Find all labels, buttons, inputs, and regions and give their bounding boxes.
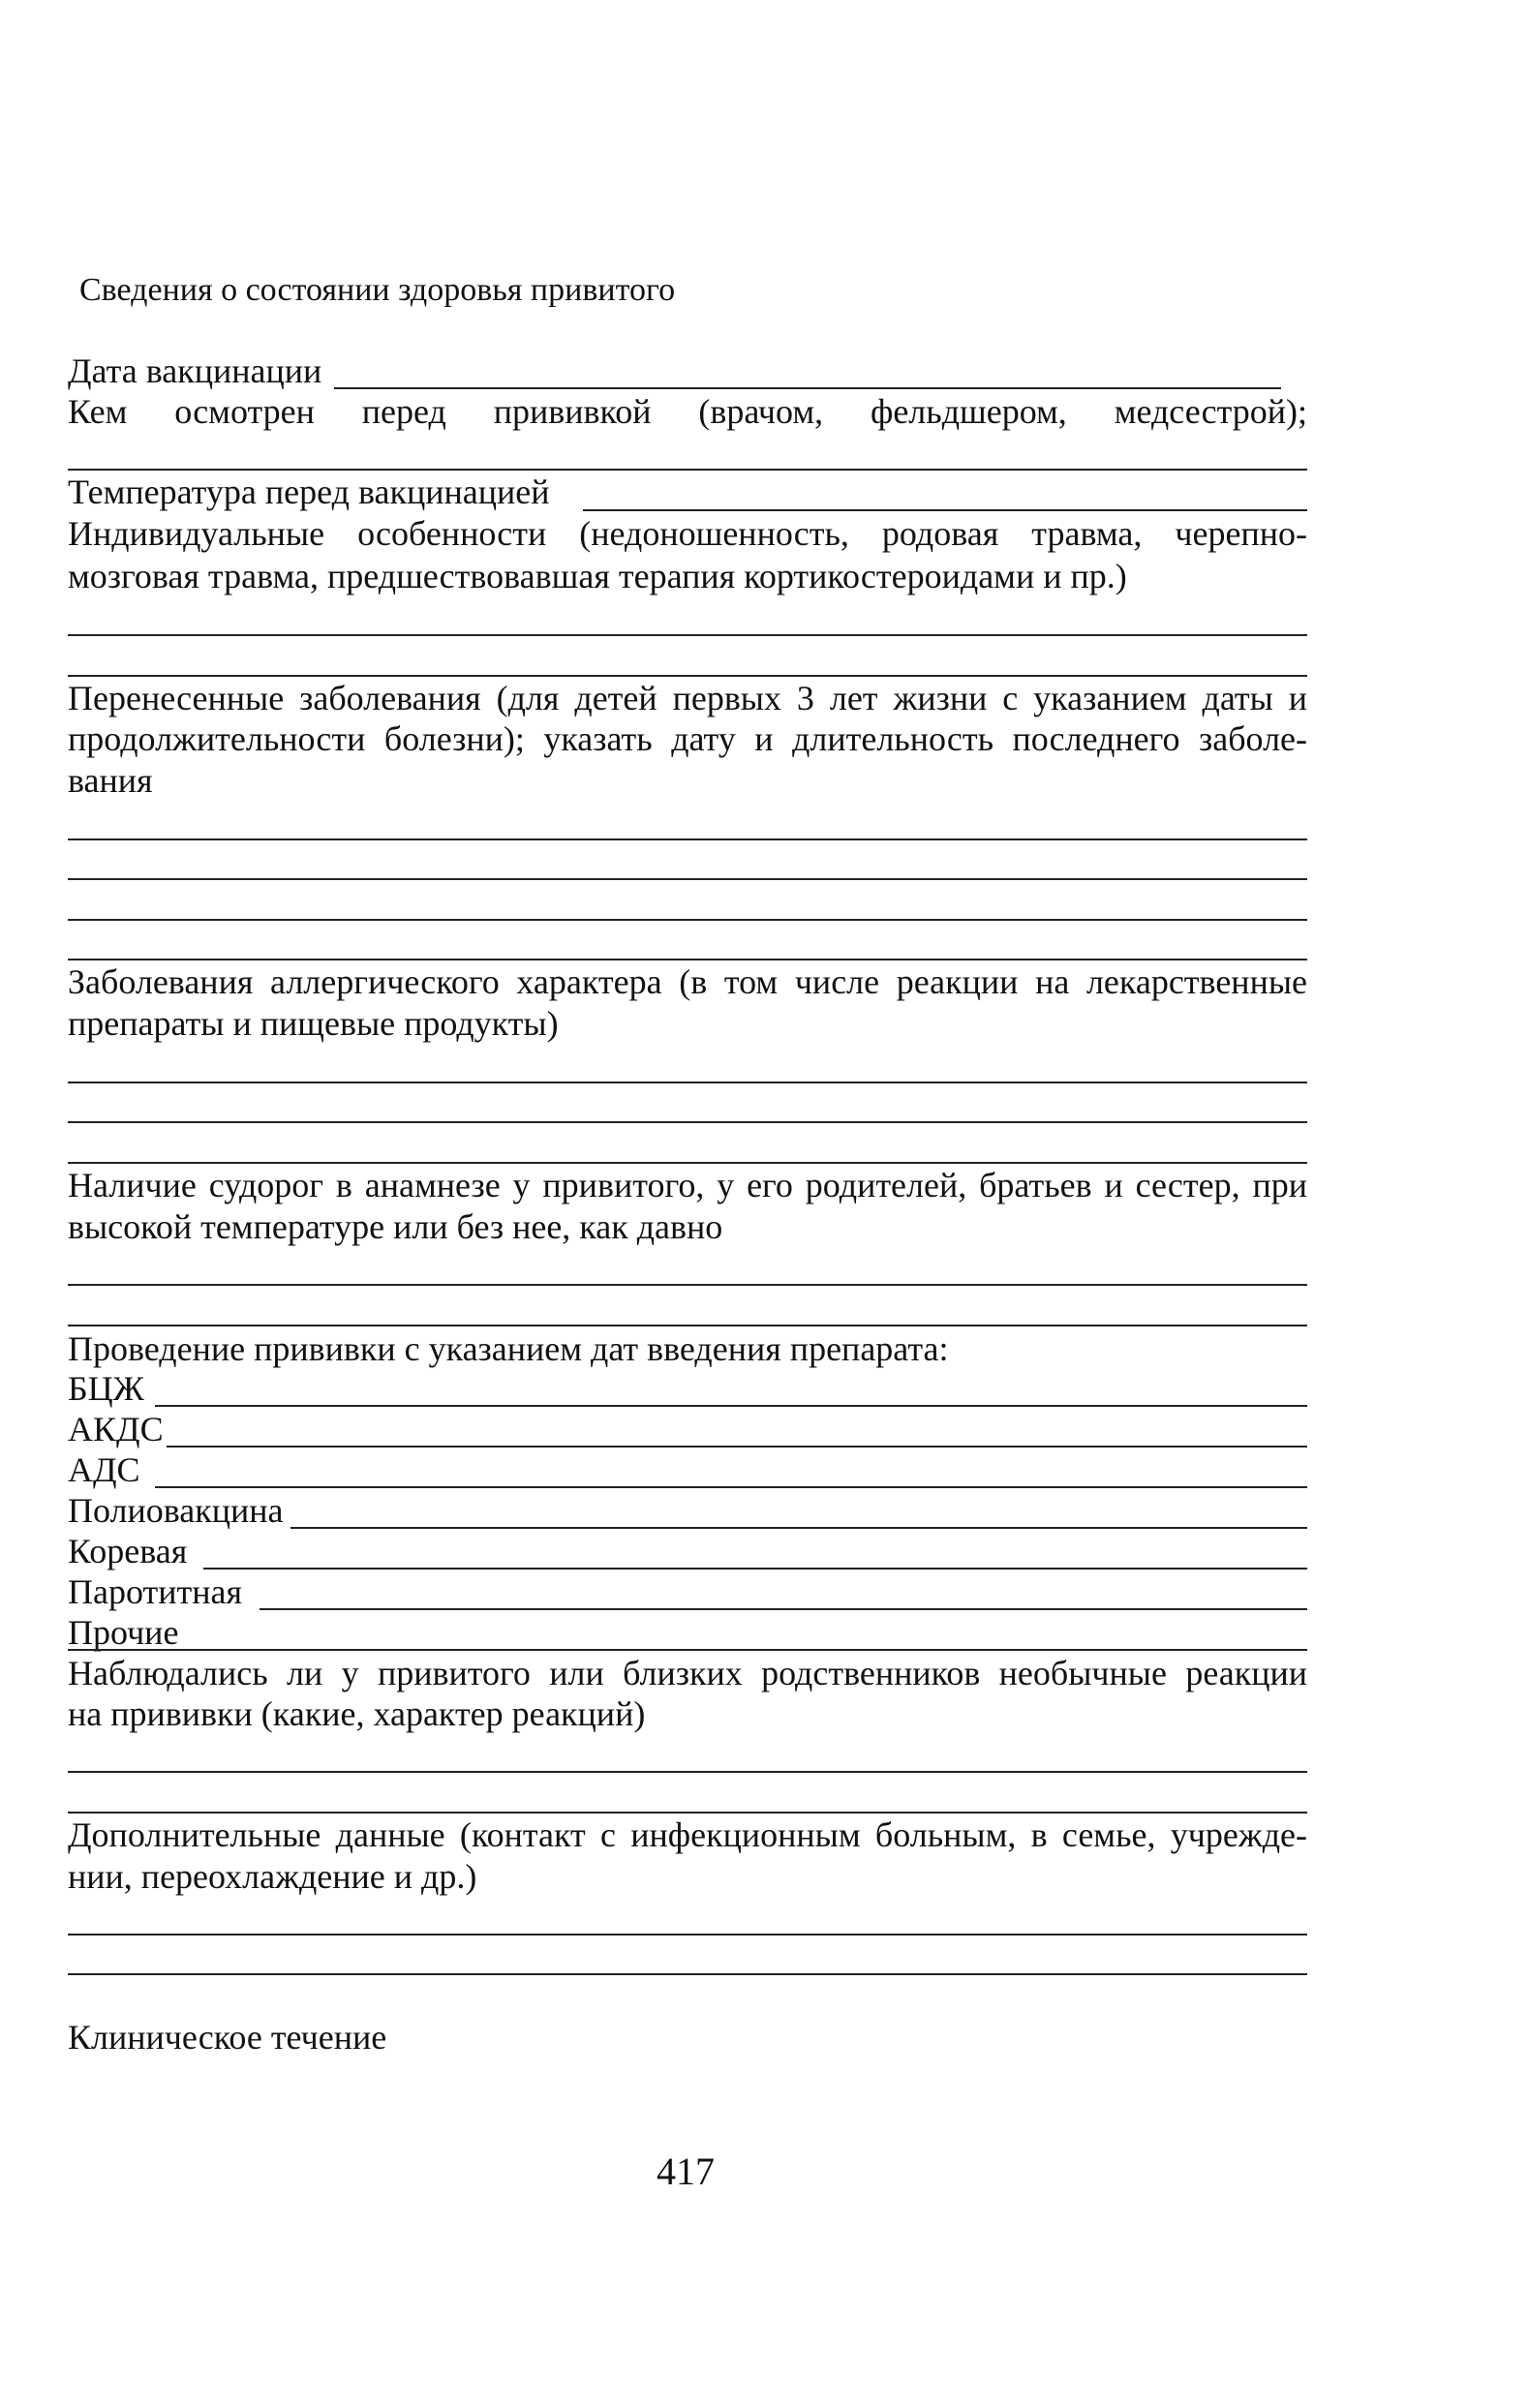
additional-data-line2: нии, переохлаждение и др.) xyxy=(68,1857,477,1896)
vaccinations-heading: Проведение прививки с указанием дат введения препарата: xyxy=(68,1329,949,1368)
vaccine-mumps-line[interactable] xyxy=(260,1608,1307,1610)
past-diseases-line3: вания xyxy=(68,761,153,800)
vaccine-akds-label: АКДС xyxy=(68,1410,164,1448)
vaccine-polio-line[interactable] xyxy=(290,1527,1307,1529)
form-title: Сведения о состоянии здоровья привитого xyxy=(79,272,676,308)
allergic-line-c[interactable] xyxy=(68,1162,1307,1164)
vaccine-polio-label: Полиовакцина xyxy=(68,1491,284,1530)
seizures-line-a[interactable] xyxy=(68,1284,1307,1286)
vaccine-ads-line[interactable] xyxy=(155,1486,1307,1488)
unusual-reactions-line-b[interactable] xyxy=(68,1812,1307,1814)
individual-features-line2: мозговая травма, предшествовавшая терапия кортикостероидами и пр.) xyxy=(68,557,1127,595)
past-diseases-line-c[interactable] xyxy=(68,919,1307,921)
unusual-reactions-line1: Наблюдались ли у привитого или близких родственников необычные реакции xyxy=(68,1654,1307,1692)
additional-data-line1: Дополнительные данные (контакт с инфекционным больным, в семье, учрежде- xyxy=(68,1815,1307,1854)
allergic-line1: Заболевания аллергического характера (в том числе реакции на лекарственные xyxy=(68,962,1307,1001)
individual-features-line1: Индивидуальные особенности (недоношенность, родовая травма, черепно- xyxy=(68,514,1307,553)
allergic-line2: препараты и пищевые продукты) xyxy=(68,1004,559,1043)
allergic-line-a[interactable] xyxy=(68,1082,1307,1083)
allergic-line-b[interactable] xyxy=(68,1121,1307,1123)
seizures-line2: высокой температуре или без нее, как давно xyxy=(68,1207,723,1246)
past-diseases-line-d[interactable] xyxy=(68,959,1307,960)
additional-data-line-a[interactable] xyxy=(68,1934,1307,1936)
vaccine-other-line[interactable] xyxy=(68,1649,1307,1651)
past-diseases-line2: продолжительности болезни); указать дату и длительность последнего заболе- xyxy=(68,719,1307,758)
vaccination-date-line[interactable] xyxy=(334,387,1281,389)
past-diseases-line1: Перенесенные заболевания (для детей первых 3 лет жизни с указанием даты и xyxy=(68,679,1307,717)
individual-features-line-a[interactable] xyxy=(68,634,1307,636)
vaccination-date-label: Дата вакцинации xyxy=(68,351,322,390)
unusual-reactions-line-a[interactable] xyxy=(68,1771,1307,1773)
vaccine-bcg-line[interactable] xyxy=(155,1405,1307,1407)
vaccine-bcg-label: БЦЖ xyxy=(68,1369,144,1408)
temperature-label: Температура перед вакцинацией xyxy=(68,472,550,511)
vaccine-akds-line[interactable] xyxy=(167,1446,1307,1448)
clinical-course-label: Клиническое течение xyxy=(68,2018,387,2057)
unusual-reactions-line2: на прививки (какие, характер реакций) xyxy=(68,1694,646,1733)
temperature-line[interactable] xyxy=(583,509,1307,511)
past-diseases-line-b[interactable] xyxy=(68,878,1307,880)
examined-by-line[interactable] xyxy=(68,469,1307,471)
vaccine-measles-label: Коревая xyxy=(68,1532,188,1570)
page-number: 417 xyxy=(657,2149,715,2193)
vaccine-measles-line[interactable] xyxy=(203,1568,1307,1570)
vaccine-ads-label: АДС xyxy=(68,1450,140,1489)
vaccine-other-label: Прочие xyxy=(68,1613,179,1652)
vaccine-mumps-label: Паротитная xyxy=(68,1572,243,1611)
examined-by-label: Кем осмотрен перед прививкой (врачом, фельдшером, медсестрой); xyxy=(68,392,1307,431)
seizures-line-b[interactable] xyxy=(68,1325,1307,1326)
individual-features-line-b[interactable] xyxy=(68,675,1307,677)
additional-data-line-b[interactable] xyxy=(68,1973,1307,1975)
seizures-line1: Наличие судорог в анамнезе у привитого, у его родителей, братьев и сестер, при xyxy=(68,1166,1307,1204)
past-diseases-line-a[interactable] xyxy=(68,838,1307,840)
